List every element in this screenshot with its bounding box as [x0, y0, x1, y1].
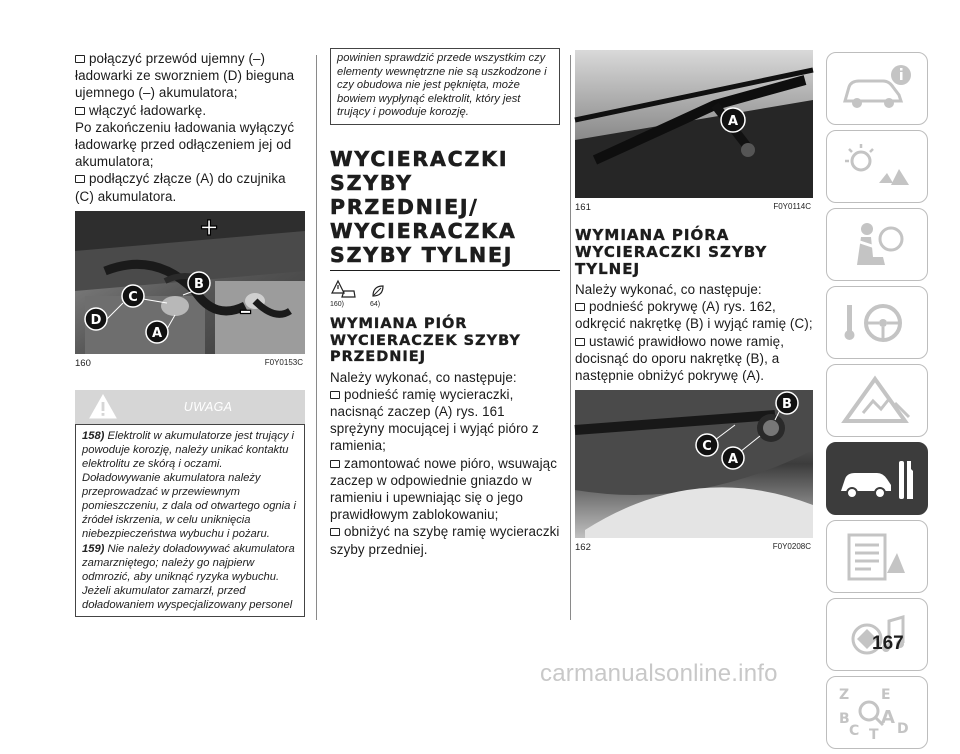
- figure-code: F0Y0208C: [772, 542, 811, 552]
- bullet-text: podłączyć złącze (A) do czujnika (C) akumulatora.: [75, 171, 286, 204]
- bullet-text: podnieść ramię wycieraczki, nacisnąć zaczep (A) rys. 161 sprężyny mocującej i wyjąć pióro z ramienia;: [330, 386, 539, 454]
- section-heading: WYMIANA PIÓRA WYCIERACZKI SZYBY TYLNEJ: [575, 226, 768, 278]
- tab-maintenance[interactable]: [826, 442, 928, 515]
- svg-text:T: T: [869, 727, 879, 743]
- column-divider: [316, 55, 317, 620]
- figure-160-battery: [75, 211, 305, 354]
- warning-header: [75, 390, 305, 424]
- checkbox-bullet-icon: [575, 338, 585, 346]
- tab-technical-data[interactable]: [826, 520, 928, 593]
- svg-text:A: A: [727, 114, 739, 129]
- tab-index[interactable]: [826, 676, 928, 749]
- warning-box: [75, 424, 305, 617]
- paragraph: Po zakończeniu ładowania wyłączyć ładowarkę przed odłączeniem jej od akumulatora;: [75, 119, 295, 170]
- tab-emergency[interactable]: [826, 364, 928, 437]
- column-left: [75, 50, 305, 617]
- battery-photo: [75, 211, 305, 354]
- reference-icons: [330, 279, 560, 308]
- column-right: [575, 50, 813, 553]
- figure-caption: [75, 358, 305, 369]
- svg-text:C: C: [702, 439, 712, 455]
- svg-text:E: E: [881, 687, 891, 703]
- ref-number: 160): [330, 301, 345, 308]
- svg-text:A: A: [881, 707, 895, 728]
- figure-code: F0Y0153C: [264, 357, 303, 367]
- paragraph: [75, 50, 305, 102]
- list-item: [330, 455, 560, 524]
- svg-text:B: B: [782, 397, 792, 413]
- callout-c: [122, 285, 144, 307]
- figure-number: 161: [575, 202, 591, 213]
- warning-road-icon: [837, 373, 917, 429]
- svg-text:Z: Z: [839, 687, 850, 703]
- tab-safety[interactable]: [826, 208, 928, 281]
- warning-text: Nie należy doładowywać akumulatora zamarzniętego; należy go najpierw odmrozić, aby uniknąć ryzyka wybuchu. Jeżeli akumulator zamarzł, przed doładowaniem wyspecjalizowany personel: [82, 542, 295, 611]
- bullet-text: ustawić prawidłowo nowe ramię, docisnąć do oporu nakrętkę (B), a następnie obniżyć pokrywę (A).: [575, 333, 785, 384]
- car-warning-icon: [330, 279, 356, 299]
- list-item: [575, 333, 813, 385]
- list-item: [330, 523, 560, 557]
- figure-162-rear-wiper: [575, 390, 813, 538]
- callout-a: [722, 447, 744, 469]
- callout-b: [188, 272, 210, 294]
- callout-b: [776, 392, 798, 414]
- car-info-icon: [837, 61, 917, 117]
- figure-number: 162: [575, 542, 591, 554]
- bullet-text: połączyć przewód ujemny (–) ładowarki ze sworzniem (D) bieguna ujemnego (–) akumulatora;: [75, 51, 295, 101]
- heading-rule: [330, 270, 560, 272]
- warning-text: Elektrolit w akumulatorze jest trujący i powoduje korozję, należy unikać kontaktu elektrolitu ze skórą i oczami. Doładowywanie akumulatora należy przeprowadzać w przewiewnym pomieszczeniu, z dala od otwartego ognia i źródeł iskrzenia, w celu uniknięcia niebezpieczeństwa wybuchu i pożaru.: [82, 429, 296, 541]
- plus-terminal-label: [199, 213, 219, 241]
- bullet-text: zamontować nowe pióro, wsuwając zaczep w odpowiednie gniazdo w ramieniu i upewniając się o jego prawidłowym zablokowaniu;: [330, 455, 557, 523]
- svg-text:C: C: [849, 723, 860, 739]
- column-divider: [570, 55, 571, 620]
- warning-158: [82, 429, 298, 542]
- figure-caption: [575, 202, 813, 213]
- tab-dashboard-lights[interactable]: [826, 130, 928, 203]
- bullet-text: obniżyć na szybę ramię wycieraczki szyby przedniej.: [330, 524, 560, 557]
- figure-caption: [575, 542, 813, 553]
- figure-161-front-wiper: [575, 50, 813, 198]
- callout-c: [696, 434, 718, 456]
- callout-a: [721, 108, 745, 132]
- warning-ref-number: 159): [82, 542, 105, 555]
- bullet-text: włączyć ładowarkę.: [89, 102, 207, 118]
- figure-code: F0Y0114C: [773, 202, 811, 211]
- car-tools-icon: [837, 451, 917, 507]
- rear-wiper-photo: [575, 390, 813, 538]
- section-heading: WYCIERACZKI SZYBY PRZEDNIEJ/ WYCIERACZKA SZYBY TYLNEJ: [330, 146, 517, 267]
- svg-text:D: D: [897, 721, 909, 737]
- svg-text:A: A: [727, 452, 739, 468]
- intro-text: Należy wykonać, co następuje:: [330, 369, 517, 385]
- warning-ref-number: 158): [82, 429, 105, 442]
- warning-continuation-box: powinien sprawdzić przede wszystkim czy elementy wewnętrzne nie są uszkodzone i czy obudowa nie jest pęknięta, może bowiem wypłynąć elektrolit, który jest trujący i powoduje korozję.: [330, 48, 560, 125]
- steering-key-icon: [837, 295, 917, 351]
- svg-text:–: –: [239, 295, 252, 326]
- warning-title: UWAGA: [183, 399, 233, 414]
- tab-car-info[interactable]: [826, 52, 928, 125]
- svg-text:+: +: [199, 212, 220, 241]
- checkbox-bullet-icon: [330, 528, 340, 536]
- list-item: [575, 298, 813, 332]
- checkbox-bullet-icon: [330, 391, 340, 399]
- callout-d: [85, 308, 107, 330]
- watermark: carmanualsonline.info: [540, 660, 778, 687]
- airbag-seat-icon: [837, 217, 917, 273]
- figure-number: 160: [75, 357, 91, 369]
- checkbox-bullet-icon: [75, 107, 85, 115]
- intro-text: Należy wykonać, co następuje:: [575, 282, 762, 297]
- paragraph: [75, 102, 305, 119]
- svg-text:B: B: [839, 711, 850, 727]
- maintenance-list-icon: [837, 529, 917, 585]
- callout-a: [146, 321, 168, 343]
- minus-terminal-label: [239, 296, 252, 326]
- leaf-icon: [370, 283, 386, 299]
- column-middle: [330, 48, 560, 558]
- ref-number: 64): [370, 301, 381, 308]
- checkbox-bullet-icon: [330, 460, 340, 468]
- battery-warning-ref: [330, 279, 356, 308]
- checkbox-bullet-icon: [75, 175, 85, 183]
- list-item: [330, 386, 560, 455]
- environment-ref: [370, 283, 386, 308]
- svg-text:B: B: [194, 276, 204, 292]
- bullet-text: podnieść pokrywę (A) rys. 162, odkręcić nakrętkę (B) i wyjąć ramię (C);: [575, 299, 813, 332]
- dashboard-lights-icon: [837, 139, 917, 195]
- svg-text:C: C: [128, 289, 138, 305]
- tab-driving[interactable]: [826, 286, 928, 359]
- checkbox-bullet-icon: [75, 55, 85, 63]
- front-wiper-photo: [575, 50, 813, 198]
- page-number: 167: [872, 633, 904, 654]
- subsection-heading: WYMIANA PIÓR WYCIERACZEK SZYBY PRZEDNIEJ: [330, 316, 521, 365]
- paragraph: [75, 170, 305, 204]
- index-letters-icon: [837, 685, 917, 741]
- svg-text:D: D: [90, 312, 102, 328]
- warning-159: [82, 542, 298, 612]
- checkbox-bullet-icon: [575, 303, 585, 311]
- svg-text:A: A: [151, 325, 163, 341]
